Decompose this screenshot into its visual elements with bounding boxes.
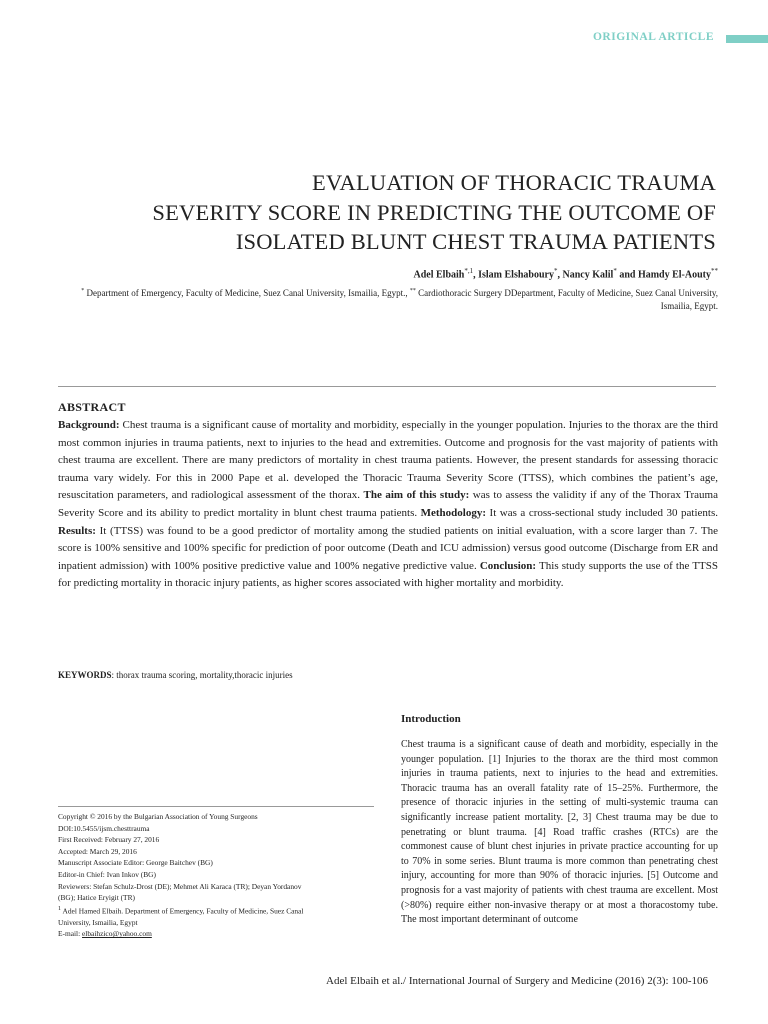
author-separator: , [473,269,479,281]
author-marker: *,1 [464,267,474,275]
author-marker: * [613,267,617,275]
conclusion-text: This study supports the use of the TTSS for predicting mortality in thoracic injury patients, as higher scores associated with higher mortality and morbidity. [58,559,718,590]
corresponding-text: Adel Hamed Elbaih. Department of Emergency, Faculty of Medicine, Suez Canal [61,906,304,916]
email-link[interactable]: elbaihzico@yahoo.com [82,929,152,939]
results-text: It (TTSS) was found to be a good predictor of mortality among the studied patients on initial evaluation, with a score larger than 7. The score is 100% sensitive and 100% specific for prediction of poor outcome (Death and ICU admission) versus good outcome (Discharge from ER and inpatient admission) with 100% positive predictive value and 100% negative predictive value. [58,524,718,572]
keywords [58,670,293,680]
background-text: Chest trauma is a significant cause of mortality and morbidity, especially in the younger population. Injuries to the thorax are the third most common injuries in trauma patients, next to injuries to the head and extremities. Outcome and prognosis for the vast majority of patients with chest trauma are excellent. There are many predictors of mortality in chest trauma patients. However, the present standards for assessing thoracic trauma vary widely. For this in 2000 Pape et al. developed the Thoracic Trauma Severity Score (TTSS), which combines the patient’s age, resuscitation parameters, and radiological assessment of the thorax. [58,419,718,502]
results-label: Results: [58,524,96,537]
affiliation-text: Cardiothoracic Surgery DDepartment, Faculty of Medicine, Suez Canal University, Ismailia, Egypt. [415,288,718,311]
received-line: First Received: February 27, 2016 [58,835,160,845]
aim-label: The aim of this study: [363,489,470,502]
keywords-text: : thorax trauma scoring, mortality,thoracic injuries [111,670,293,680]
author-marker: ** [711,267,718,275]
article-title [36,168,716,257]
abstract-body [58,417,718,593]
author-name: Islam Elshaboury [478,269,554,281]
publication-info [58,811,378,940]
affiliation-marker: * [81,288,85,294]
associate-editor-line: Manuscript Associate Editor: George Baitchev (BG) [58,858,213,868]
methodology-label: Methodology: [420,506,487,519]
reviewers-line-cont: (BG); Hatice Eryigit (TR) [58,893,135,903]
title-line-2: SEVERITY SCORE IN PREDICTING THE OUTCOME OF [152,199,716,225]
affiliations [58,285,718,312]
corresponding-author-line-cont: University, Ismailia, Egypt [58,917,138,927]
doi-line: DOI:10.5455/ijsm.chesttrauma [58,823,150,833]
author-name: Adel Elbaih [413,269,465,281]
author-name: Nancy Kalil [562,269,614,281]
methodology-text: It was a cross-sectional study included 30 patients. [486,506,718,519]
accepted-line: Accepted: March 29, 2016 [58,846,137,856]
author-name: Hamdy El-Aouty [637,269,711,281]
editor-in-chief-line: Editor-in Chief: Ivan Inkov (BG) [58,869,156,879]
introduction-heading: Introduction [401,713,461,725]
abstract-heading: ABSTRACT [58,400,126,414]
aim-text: was to assess the validity if any of the Thorax Trauma Severity Score and its ability to predict mortality in blunt chest trauma patients. [58,489,718,519]
page-footer-citation: Adel Elbaih et al./ International Journal of Surgery and Medicine (2016) 2(3): 100-106 [326,975,708,987]
corresponding-marker: 1 [58,905,62,912]
author-list [414,267,719,280]
introduction-text: Chest trauma is a significant cause of death and morbidity, especially in the younger population. [1] Injuries to the thorax are the third most common injuries in trauma patients, next to injuries to the head and extremities. Thoracic trauma has an overall fatality rate of 15–25%. Furthermore, the presence of thoracic injuries in the setting of multi-systemic trauma can significantly increase patient mortality. [2, 3] Chest trauma may be due to penetrating or blunt trauma. [4] Road traffic crashes (RTCs) are the commonest cause of blunt chest injuries in private practice accounting for up to 70% in some series. Blunt trauma is more common than penetrating chest injury, accounting for more than 90% of thoracic injuries. [5] Outcome and prognosis for a vast majority of patients with chest trauma are excellent. Most (>80%) require either non-invasive therapy or at most a thoracostomy tube. The most important determinant of outcome [401,739,718,926]
corresponding-author-line [58,904,378,917]
conclusion-label: Conclusion: [479,559,537,572]
author-separator: and [616,269,638,281]
title-line-3: ISOLATED BLUNT CHEST TRAUMA PATIENTS [235,229,716,254]
email-label: E-mail: [58,929,83,939]
copyright-line: Copyright © 2016 by the Bulgarian Association of Young Surgeons [58,812,258,821]
author-marker: * [553,267,558,275]
reviewers-line: Reviewers: Stefan Schulz-Drost (DE); Mehmet Ali Karaca (TR); Deyan Yordanov [58,881,302,891]
affiliation-marker: ** [409,288,416,294]
author-separator: , [557,269,563,281]
affiliation-text: Department of Emergency, Faculty of Medicine, Suez Canal University, Ismailia, Egypt., [84,288,410,298]
background-label: Background: [58,419,120,431]
email-line [58,928,378,940]
divider [58,386,716,387]
article-type-label: ORIGINAL ARTICLE [592,31,714,43]
footnote-divider [58,806,374,807]
keywords-label: KEYWORDS [58,670,112,680]
title-line-1: EVALUATION OF THORACIC TRAUMA [312,170,716,195]
accent-bar [726,35,768,43]
